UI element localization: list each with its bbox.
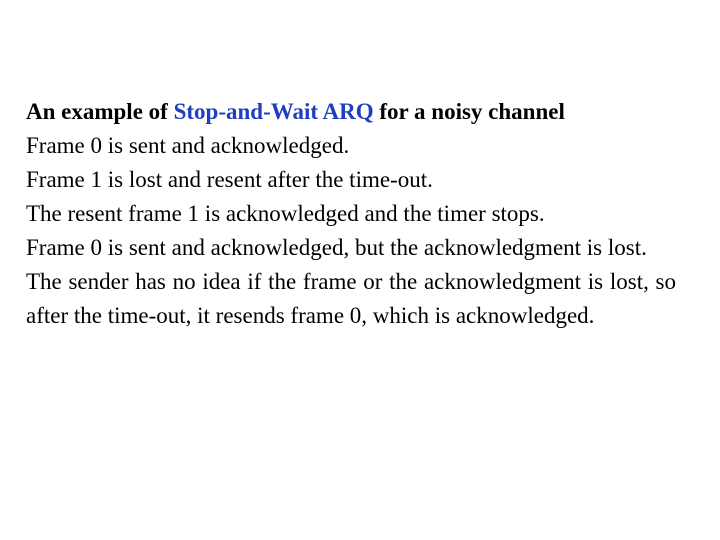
paragraph-frame-0-sent: Frame 0 is sent and acknowledged. <box>26 133 350 158</box>
paragraph-ack-lost: Frame 0 is sent and acknowledged, but the acknowledgment is lost. <box>26 235 647 260</box>
slide-title <box>26 95 676 129</box>
title-prefix: An example of <box>26 99 174 124</box>
slide-content <box>26 95 676 333</box>
title-suffix: for a noisy channel <box>373 99 565 124</box>
paragraph-sender-resends: The sender has no idea if the frame or the acknowledgment is lost, so after the time-out, it resends frame 0, which is acknowledged. <box>26 269 676 328</box>
paragraph-resent-acknowledged: The resent frame 1 is acknowledged and the timer stops. <box>26 201 545 226</box>
title-highlight: Stop-and-Wait ARQ <box>173 99 374 124</box>
paragraph-frame-1-lost: Frame 1 is lost and resent after the time-out. <box>26 167 433 192</box>
